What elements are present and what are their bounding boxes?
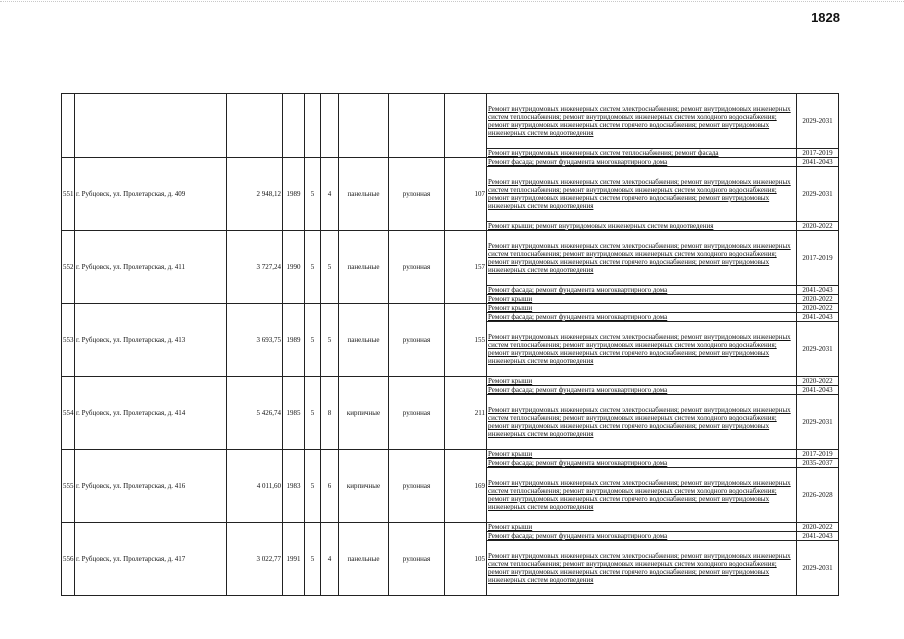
work-description-cell: Ремонт фасада; ремонт фундамента многоквартирного дома (487, 158, 797, 167)
housing-registry-table (61, 93, 839, 596)
work-period-cell: 2029-2031 (797, 322, 839, 377)
row-number-cell: 554 (62, 377, 75, 450)
area-cell: 3 022,77 (227, 523, 283, 596)
entrances-cell: 5 (321, 231, 339, 304)
address-cell (75, 94, 227, 158)
work-description-cell: Ремонт фасада; ремонт фундамента многоквартирного дома (487, 386, 797, 395)
work-period-cell: 2029-2031 (797, 167, 839, 222)
wall-material-cell: панельные (339, 231, 389, 304)
area-cell: 5 426,74 (227, 377, 283, 450)
table-row (62, 158, 839, 167)
table-row (62, 523, 839, 532)
work-period-cell: 2035-2037 (797, 459, 839, 468)
work-period-cell: 2017-2019 (797, 231, 839, 286)
year-cell: 1989 (283, 304, 305, 377)
work-description-cell: Ремонт внутридомовых инженерных систем электроснабжения; ремонт внутридомовых инженерных систем теплоснабжения; ремонт внутридомовых инженерных систем холодного водоснабжения; ремонт внутридомовых инженерных систем горячего водоснабжения; ремонт внутридомовых инженерных систем водоотведения (487, 167, 797, 222)
work-description-cell: Ремонт фасада; ремонт фундамента многоквартирного дома (487, 313, 797, 322)
work-period-cell: 2026-2028 (797, 468, 839, 523)
floors-cell: 5 (305, 450, 321, 523)
roof-type-cell: рулонная (389, 450, 445, 523)
apartments-cell: 105 (445, 523, 487, 596)
area-cell: 2 948,12 (227, 158, 283, 231)
work-period-cell: 2041-2043 (797, 158, 839, 167)
entrances-cell: 5 (321, 304, 339, 377)
work-description-cell: Ремонт внутридомовых инженерных систем электроснабжения; ремонт внутридомовых инженерных систем теплоснабжения; ремонт внутридомовых инженерных систем холодного водоснабжения; ремонт внутридомовых инженерных систем горячего водоснабжения; ремонт внутридомовых инженерных систем водоотведения (487, 395, 797, 450)
roof-type-cell: рулонная (389, 231, 445, 304)
work-description-cell: Ремонт крыши (487, 295, 797, 304)
registry-body (62, 94, 839, 596)
work-period-cell: 2041-2043 (797, 386, 839, 395)
area-cell: 3 693,75 (227, 304, 283, 377)
work-period-cell: 2017-2019 (797, 450, 839, 459)
work-description-cell: Ремонт фасада; ремонт фундамента многоквартирного дома (487, 459, 797, 468)
area-cell: 4 011,60 (227, 450, 283, 523)
work-period-cell: 2041-2043 (797, 532, 839, 541)
wall-material-cell: панельные (339, 304, 389, 377)
work-period-cell: 2041-2043 (797, 313, 839, 322)
wall-material-cell (339, 94, 389, 158)
apartments-cell: 157 (445, 231, 487, 304)
table-row (62, 377, 839, 386)
apartments-cell: 211 (445, 377, 487, 450)
entrances-cell: 4 (321, 158, 339, 231)
floors-cell: 5 (305, 231, 321, 304)
row-number-cell: 555 (62, 450, 75, 523)
table-row (62, 94, 839, 149)
table-row (62, 304, 839, 313)
work-period-cell: 2029-2031 (797, 395, 839, 450)
roof-type-cell: рулонная (389, 158, 445, 231)
roof-type-cell (389, 94, 445, 158)
page-number: 1828 (811, 10, 840, 25)
entrances-cell (321, 94, 339, 158)
work-description-cell: Ремонт крыши; ремонт внутридомовых инженерных систем водоотведения (487, 222, 797, 231)
area-cell: 3 727,24 (227, 231, 283, 304)
roof-type-cell: рулонная (389, 523, 445, 596)
work-description-cell: Ремонт внутридомовых инженерных систем электроснабжения; ремонт внутридомовых инженерных систем теплоснабжения; ремонт внутридомовых инженерных систем холодного водоснабжения; ремонт внутридомовых инженерных систем горячего водоснабжения; ремонт внутридомовых инженерных систем водоотведения (487, 468, 797, 523)
wall-material-cell: панельные (339, 158, 389, 231)
work-description-cell: Ремонт внутридомовых инженерных систем электроснабжения; ремонт внутридомовых инженерных систем теплоснабжения; ремонт внутридомовых инженерных систем холодного водоснабжения; ремонт внутридомовых инженерных систем горячего водоснабжения; ремонт внутридомовых инженерных систем водоотведения (487, 231, 797, 286)
year-cell (283, 94, 305, 158)
address-cell: г. Рубцовск, ул. Пролетарская, д. 413 (75, 304, 227, 377)
work-description-cell: Ремонт внутридомовых инженерных систем электроснабжения; ремонт внутридомовых инженерных систем теплоснабжения; ремонт внутридомовых инженерных систем холодного водоснабжения; ремонт внутридомовых инженерных систем горячего водоснабжения; ремонт внутридомовых инженерных систем водоотведения (487, 94, 797, 149)
work-period-cell: 2041-2043 (797, 286, 839, 295)
floors-cell (305, 94, 321, 158)
work-period-cell: 2020-2022 (797, 523, 839, 532)
wall-material-cell: кирпичные (339, 450, 389, 523)
roof-type-cell: рулонная (389, 377, 445, 450)
work-description-cell: Ремонт крыши (487, 450, 797, 459)
address-cell: г. Рубцовск, ул. Пролетарская, д. 416 (75, 450, 227, 523)
year-cell: 1990 (283, 231, 305, 304)
year-cell: 1991 (283, 523, 305, 596)
address-cell: г. Рубцовск, ул. Пролетарская, д. 409 (75, 158, 227, 231)
year-cell: 1989 (283, 158, 305, 231)
work-period-cell: 2017-2019 (797, 149, 839, 158)
entrances-cell: 4 (321, 523, 339, 596)
address-cell: г. Рубцовск, ул. Пролетарская, д. 411 (75, 231, 227, 304)
floors-cell: 5 (305, 377, 321, 450)
apartments-cell: 107 (445, 158, 487, 231)
apartments-cell: 169 (445, 450, 487, 523)
work-description-cell: Ремонт фасада; ремонт фундамента многоквартирного дома (487, 286, 797, 295)
address-cell: г. Рубцовск, ул. Пролетарская, д. 417 (75, 523, 227, 596)
floors-cell: 5 (305, 523, 321, 596)
entrances-cell: 8 (321, 377, 339, 450)
work-description-cell: Ремонт внутридомовых инженерных систем электроснабжения; ремонт внутридомовых инженерных систем теплоснабжения; ремонт внутридомовых инженерных систем холодного водоснабжения; ремонт внутридомовых инженерных систем горячего водоснабжения; ремонт внутридомовых инженерных систем водоотведения (487, 541, 797, 596)
area-cell (227, 94, 283, 158)
work-description-cell: Ремонт крыши (487, 304, 797, 313)
apartments-cell (445, 94, 487, 158)
work-period-cell: 2029-2031 (797, 541, 839, 596)
work-description-cell: Ремонт крыши (487, 523, 797, 532)
work-period-cell: 2020-2022 (797, 377, 839, 386)
row-number-cell (62, 94, 75, 158)
work-period-cell: 2020-2022 (797, 295, 839, 304)
work-description-cell: Ремонт внутридомовых инженерных систем электроснабжения; ремонт внутридомовых инженерных систем теплоснабжения; ремонт внутридомовых инженерных систем холодного водоснабжения; ремонт внутридомовых инженерных систем горячего водоснабжения; ремонт внутридомовых инженерных систем водоотведения (487, 322, 797, 377)
row-number-cell: 556 (62, 523, 75, 596)
wall-material-cell: панельные (339, 523, 389, 596)
wall-material-cell: кирпичные (339, 377, 389, 450)
entrances-cell: 6 (321, 450, 339, 523)
table-row (62, 231, 839, 286)
year-cell: 1983 (283, 450, 305, 523)
apartments-cell: 155 (445, 304, 487, 377)
table-row (62, 450, 839, 459)
work-description-cell: Ремонт фасада; ремонт фундамента многоквартирного дома (487, 532, 797, 541)
work-period-cell: 2020-2022 (797, 222, 839, 231)
row-number-cell: 553 (62, 304, 75, 377)
work-description-cell: Ремонт внутридомовых инженерных систем теплоснабжения; ремонт фасада (487, 149, 797, 158)
row-number-cell: 552 (62, 231, 75, 304)
work-period-cell: 2029-2031 (797, 94, 839, 149)
work-description-cell: Ремонт крыши (487, 377, 797, 386)
roof-type-cell: рулонная (389, 304, 445, 377)
floors-cell: 5 (305, 158, 321, 231)
year-cell: 1985 (283, 377, 305, 450)
scan-border (0, 1, 904, 5)
address-cell: г. Рубцовск, ул. Пролетарская, д. 414 (75, 377, 227, 450)
row-number-cell: 551 (62, 158, 75, 231)
floors-cell: 5 (305, 304, 321, 377)
work-period-cell: 2020-2022 (797, 304, 839, 313)
